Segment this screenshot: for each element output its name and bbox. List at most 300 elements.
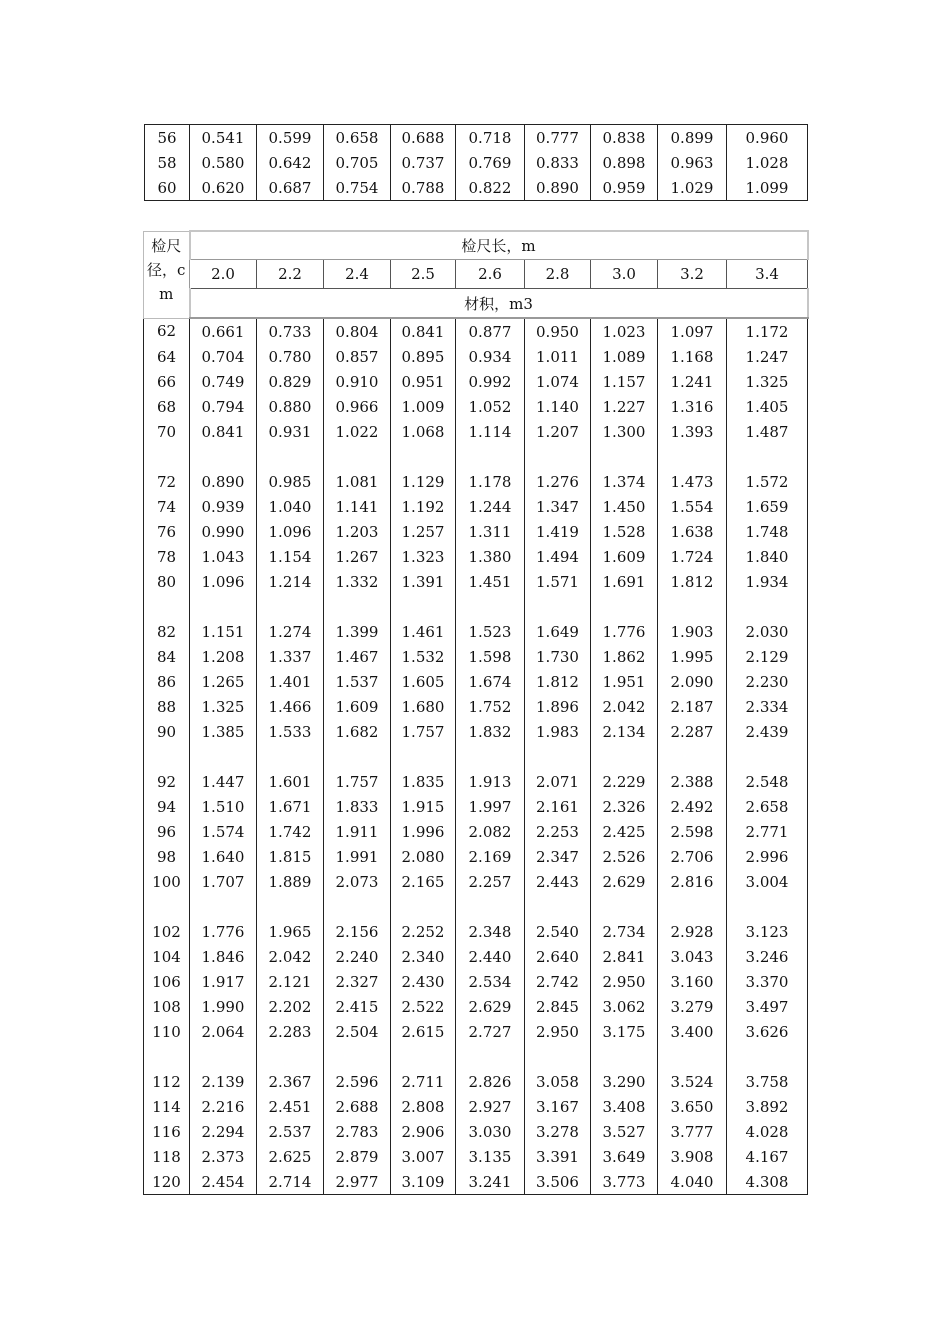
diameter-cell: 110 xyxy=(152,1022,181,1041)
volume-cell: 1.157 xyxy=(591,369,658,394)
volume-cell: 1.983 xyxy=(525,719,591,744)
diameter-cell: 106 xyxy=(152,972,181,991)
volume-cell: 1.114 xyxy=(456,419,525,444)
diameter-cell: 104 xyxy=(152,947,181,966)
volume-cell: 2.996 xyxy=(727,844,808,869)
volume-cell: 2.451 xyxy=(257,1094,324,1119)
volume-cell: 1.638 xyxy=(658,519,727,544)
volume-cell: 2.294 xyxy=(190,1119,257,1144)
volume-cell: 1.934 xyxy=(727,569,808,594)
spacer-cell xyxy=(190,1044,257,1069)
volume-cell: 1.385 xyxy=(190,719,257,744)
volume-cell: 2.443 xyxy=(525,869,591,894)
volume-cell: 1.776 xyxy=(591,619,658,644)
volume-cell: 2.906 xyxy=(391,1119,456,1144)
volume-cell: 1.227 xyxy=(591,394,658,419)
volume-cell: 1.903 xyxy=(658,619,727,644)
volume-cell: 0.688 xyxy=(391,125,456,151)
volume-cell: 1.533 xyxy=(257,719,324,744)
volume-cell: 2.347 xyxy=(525,844,591,869)
diameter-cell: 64 xyxy=(156,347,177,366)
table-row xyxy=(144,1069,808,1094)
volume-cell: 0.890 xyxy=(525,175,591,201)
spacer-cell xyxy=(658,444,727,469)
volume-cell: 2.425 xyxy=(591,819,658,844)
volume-cell: 3.241 xyxy=(456,1169,525,1195)
volume-cell: 2.783 xyxy=(324,1119,391,1144)
spacer-cell xyxy=(525,894,591,919)
table-row xyxy=(144,394,808,419)
volume-cell: 1.896 xyxy=(525,694,591,719)
volume-cell: 2.253 xyxy=(525,819,591,844)
table-row xyxy=(144,519,808,544)
diameter-cell: 82 xyxy=(156,622,177,641)
volume-cell: 0.804 xyxy=(324,318,391,344)
volume-cell: 0.990 xyxy=(190,519,257,544)
spacer-cell xyxy=(257,594,324,619)
volume-cell: 2.283 xyxy=(257,1019,324,1044)
volume-cell: 2.327 xyxy=(324,969,391,994)
spacer-cell xyxy=(257,1044,324,1069)
table-row xyxy=(144,844,808,869)
volume-cell: 2.742 xyxy=(525,969,591,994)
volume-cell: 0.620 xyxy=(190,175,257,201)
volume-cell: 1.915 xyxy=(391,794,456,819)
volume-cell: 2.950 xyxy=(591,969,658,994)
diameter-cell: 112 xyxy=(152,1072,181,1091)
volume-cell: 0.541 xyxy=(190,125,257,151)
diameter-cell: 94 xyxy=(156,797,177,816)
volume-cell: 1.052 xyxy=(456,394,525,419)
volume-cell: 0.992 xyxy=(456,369,525,394)
volume-cell: 3.004 xyxy=(727,869,808,894)
volume-cell: 1.096 xyxy=(257,519,324,544)
volume-cell: 1.325 xyxy=(190,694,257,719)
table-row xyxy=(144,619,808,644)
table-row xyxy=(144,944,808,969)
spacer-cell xyxy=(144,594,190,619)
diameter-cell: 118 xyxy=(152,1147,181,1166)
volume-cell: 1.473 xyxy=(658,469,727,494)
volume-cell: 2.415 xyxy=(324,994,391,1019)
volume-cell: 1.598 xyxy=(456,644,525,669)
volume-cell: 1.129 xyxy=(391,469,456,494)
spacer-cell xyxy=(391,444,456,469)
volume-cell: 1.043 xyxy=(190,544,257,569)
volume-cell: 1.466 xyxy=(257,694,324,719)
volume-cell: 2.879 xyxy=(324,1144,391,1169)
volume-cell: 0.950 xyxy=(525,318,591,344)
volume-cell: 0.777 xyxy=(525,125,591,151)
volume-cell: 0.880 xyxy=(257,394,324,419)
volume-cell: 1.554 xyxy=(658,494,727,519)
volume-cell: 1.911 xyxy=(324,819,391,844)
spacer-cell xyxy=(658,1044,727,1069)
volume-cell: 2.598 xyxy=(658,819,727,844)
diameter-cell: 70 xyxy=(156,422,177,441)
volume-cell: 0.841 xyxy=(190,419,257,444)
spacer-cell xyxy=(391,744,456,769)
volume-cell: 1.401 xyxy=(257,669,324,694)
volume-cell: 2.169 xyxy=(456,844,525,869)
spacer-cell xyxy=(456,444,525,469)
volume-cell: 1.337 xyxy=(257,644,324,669)
volume-cell: 1.244 xyxy=(456,494,525,519)
volume-cell: 1.832 xyxy=(456,719,525,744)
volume-cell: 1.494 xyxy=(525,544,591,569)
volume-cell: 1.040 xyxy=(257,494,324,519)
volume-cell: 1.207 xyxy=(525,419,591,444)
volume-cell: 0.877 xyxy=(456,318,525,344)
volume-cell: 1.192 xyxy=(391,494,456,519)
volume-cell: 2.121 xyxy=(257,969,324,994)
spacer-cell xyxy=(591,444,658,469)
volume-cell: 0.737 xyxy=(391,150,456,175)
volume-cell: 0.580 xyxy=(190,150,257,175)
volume-cell: 1.300 xyxy=(591,419,658,444)
spacer-cell xyxy=(456,594,525,619)
table-row xyxy=(144,969,808,994)
volume-cell: 1.022 xyxy=(324,419,391,444)
volume-cell: 1.742 xyxy=(257,819,324,844)
volume-cell: 2.134 xyxy=(591,719,658,744)
volume-cell: 3.160 xyxy=(658,969,727,994)
spacer-cell xyxy=(324,1044,391,1069)
volume-cell: 3.278 xyxy=(525,1119,591,1144)
volume-cell: 1.141 xyxy=(324,494,391,519)
volume-cell: 1.311 xyxy=(456,519,525,544)
group-spacer xyxy=(144,894,808,919)
volume-cell: 2.326 xyxy=(591,794,658,819)
spacer-cell xyxy=(727,1044,808,1069)
volume-cell: 2.629 xyxy=(591,869,658,894)
diameter-cell: 86 xyxy=(156,672,177,691)
volume-cell: 1.640 xyxy=(190,844,257,869)
volume-cell: 1.247 xyxy=(727,344,808,369)
volume-cell: 0.642 xyxy=(257,150,324,175)
spacer-cell xyxy=(257,744,324,769)
spacer-cell xyxy=(190,444,257,469)
diameter-cell: 80 xyxy=(156,572,177,591)
group-spacer xyxy=(144,444,808,469)
volume-cell: 3.626 xyxy=(727,1019,808,1044)
diameter-cell: 62 xyxy=(156,322,177,341)
volume-cell: 1.995 xyxy=(658,644,727,669)
volume-cell: 2.252 xyxy=(391,919,456,944)
spacer-cell xyxy=(391,594,456,619)
table-row xyxy=(144,494,808,519)
volume-cell: 3.123 xyxy=(727,919,808,944)
length-value: 2.6 xyxy=(456,260,525,289)
volume-cell: 1.833 xyxy=(324,794,391,819)
volume-cell: 1.601 xyxy=(257,769,324,794)
volume-cell: 2.090 xyxy=(658,669,727,694)
volume-cell: 2.714 xyxy=(257,1169,324,1195)
volume-cell: 1.391 xyxy=(391,569,456,594)
volume-cell: 0.959 xyxy=(591,175,658,201)
volume-cell: 1.609 xyxy=(591,544,658,569)
volume-cell: 1.405 xyxy=(727,394,808,419)
volume-cell: 2.430 xyxy=(391,969,456,994)
volume-cell: 2.042 xyxy=(257,944,324,969)
volume-cell: 3.527 xyxy=(591,1119,658,1144)
volume-cell: 1.140 xyxy=(525,394,591,419)
volume-cell: 1.168 xyxy=(658,344,727,369)
diameter-cell: 76 xyxy=(156,522,177,541)
spacer-cell xyxy=(727,894,808,919)
table-row xyxy=(144,1144,808,1169)
volume-table-body xyxy=(144,318,808,1195)
volume-cell: 1.707 xyxy=(190,869,257,894)
spacer-cell xyxy=(591,894,658,919)
volume-cell: 1.009 xyxy=(391,394,456,419)
volume-cell: 2.711 xyxy=(391,1069,456,1094)
volume-cell: 3.370 xyxy=(727,969,808,994)
table-row xyxy=(144,344,808,369)
volume-cell: 1.609 xyxy=(324,694,391,719)
spacer-cell xyxy=(456,744,525,769)
volume-cell: 1.752 xyxy=(456,694,525,719)
volume-cell: 1.605 xyxy=(391,669,456,694)
table-row xyxy=(144,1169,808,1195)
volume-cell: 2.629 xyxy=(456,994,525,1019)
volume-cell: 1.374 xyxy=(591,469,658,494)
volume-cell: 2.504 xyxy=(324,1019,391,1044)
length-value: 2.8 xyxy=(525,260,591,289)
volume-cell: 3.279 xyxy=(658,994,727,1019)
volume-cell: 2.816 xyxy=(658,869,727,894)
volume-cell: 1.172 xyxy=(727,318,808,344)
volume-cell: 1.487 xyxy=(727,419,808,444)
volume-cell: 1.682 xyxy=(324,719,391,744)
table-row xyxy=(144,669,808,694)
volume-cell: 2.688 xyxy=(324,1094,391,1119)
table-row xyxy=(144,994,808,1019)
volume-cell: 0.910 xyxy=(324,369,391,394)
volume-cell: 2.841 xyxy=(591,944,658,969)
volume-cell: 1.461 xyxy=(391,619,456,644)
table-row xyxy=(145,175,808,201)
volume-cell: 2.388 xyxy=(658,769,727,794)
spacer-cell xyxy=(591,744,658,769)
volume-cell: 2.334 xyxy=(727,694,808,719)
table-row xyxy=(144,569,808,594)
volume-cell: 2.165 xyxy=(391,869,456,894)
volume-cell: 1.571 xyxy=(525,569,591,594)
volume-cell: 1.029 xyxy=(658,175,727,201)
spacer-cell xyxy=(144,1044,190,1069)
volume-cell: 3.043 xyxy=(658,944,727,969)
spacer-cell xyxy=(727,594,808,619)
volume-cell: 0.705 xyxy=(324,150,391,175)
spacer-cell xyxy=(658,594,727,619)
length-value: 2.5 xyxy=(391,260,456,289)
table-row xyxy=(144,1119,808,1144)
volume-table-continued-body xyxy=(145,125,808,201)
volume-cell: 1.178 xyxy=(456,469,525,494)
table-row xyxy=(144,719,808,744)
table-row xyxy=(145,150,808,175)
volume-cell: 2.625 xyxy=(257,1144,324,1169)
volume-cell: 1.274 xyxy=(257,619,324,644)
volume-cell: 0.829 xyxy=(257,369,324,394)
volume-cell: 0.658 xyxy=(324,125,391,151)
spacer-cell xyxy=(658,744,727,769)
volume-cell: 1.447 xyxy=(190,769,257,794)
volume-cell: 2.287 xyxy=(658,719,727,744)
volume-cell: 1.267 xyxy=(324,544,391,569)
volume-cell: 1.862 xyxy=(591,644,658,669)
volume-header: 材积，m3 xyxy=(190,289,808,319)
volume-cell: 3.391 xyxy=(525,1144,591,1169)
spacer-cell xyxy=(727,444,808,469)
diameter-cell: 98 xyxy=(156,847,177,866)
volume-cell: 2.064 xyxy=(190,1019,257,1044)
volume-cell: 1.393 xyxy=(658,419,727,444)
volume-cell: 1.835 xyxy=(391,769,456,794)
table-row xyxy=(144,1094,808,1119)
volume-cell: 3.908 xyxy=(658,1144,727,1169)
volume-cell: 1.332 xyxy=(324,569,391,594)
volume-cell: 1.208 xyxy=(190,644,257,669)
volume-cell: 1.081 xyxy=(324,469,391,494)
volume-cell: 2.927 xyxy=(456,1094,525,1119)
length-value: 3.4 xyxy=(727,260,808,289)
spacer-cell xyxy=(324,894,391,919)
diameter-cell: 78 xyxy=(156,547,177,566)
volume-cell: 1.451 xyxy=(456,569,525,594)
volume-cell: 0.951 xyxy=(391,369,456,394)
volume-cell: 0.687 xyxy=(257,175,324,201)
volume-cell: 0.841 xyxy=(391,318,456,344)
volume-cell: 0.934 xyxy=(456,344,525,369)
length-value: 3.0 xyxy=(591,260,658,289)
volume-cell: 1.023 xyxy=(591,318,658,344)
volume-cell: 1.965 xyxy=(257,919,324,944)
diameter-cell: 92 xyxy=(156,772,177,791)
volume-cell: 2.082 xyxy=(456,819,525,844)
table-row xyxy=(145,125,808,151)
volume-cell: 2.845 xyxy=(525,994,591,1019)
volume-cell: 0.754 xyxy=(324,175,391,201)
volume-cell: 0.833 xyxy=(525,150,591,175)
volume-cell: 2.808 xyxy=(391,1094,456,1119)
volume-cell: 1.997 xyxy=(456,794,525,819)
volume-cell: 2.129 xyxy=(727,644,808,669)
volume-cell: 2.706 xyxy=(658,844,727,869)
volume-cell: 2.187 xyxy=(658,694,727,719)
length-value: 3.2 xyxy=(658,260,727,289)
volume-cell: 1.674 xyxy=(456,669,525,694)
volume-cell: 3.497 xyxy=(727,994,808,1019)
diameter-cell: 60 xyxy=(157,178,177,197)
volume-cell: 3.062 xyxy=(591,994,658,1019)
volume-cell: 1.097 xyxy=(658,318,727,344)
volume-cell: 1.450 xyxy=(591,494,658,519)
spacer-cell xyxy=(257,894,324,919)
volume-cell: 0.822 xyxy=(456,175,525,201)
volume-cell: 1.265 xyxy=(190,669,257,694)
volume-cell: 1.011 xyxy=(525,344,591,369)
volume-cell: 1.074 xyxy=(525,369,591,394)
table-row xyxy=(144,819,808,844)
volume-cell: 2.042 xyxy=(591,694,658,719)
volume-cell: 3.650 xyxy=(658,1094,727,1119)
table-row xyxy=(144,419,808,444)
volume-cell: 1.241 xyxy=(658,369,727,394)
table-row xyxy=(144,919,808,944)
table-row xyxy=(144,369,808,394)
volume-cell: 2.771 xyxy=(727,819,808,844)
spacer-cell xyxy=(525,744,591,769)
spacer-cell xyxy=(324,744,391,769)
volume-cell: 1.532 xyxy=(391,644,456,669)
volume-cell: 3.758 xyxy=(727,1069,808,1094)
volume-cell: 3.246 xyxy=(727,944,808,969)
spacer-cell xyxy=(525,1044,591,1069)
volume-cell: 3.290 xyxy=(591,1069,658,1094)
spacer-cell xyxy=(324,444,391,469)
volume-cell: 2.161 xyxy=(525,794,591,819)
volume-cell: 3.030 xyxy=(456,1119,525,1144)
volume-cell: 1.380 xyxy=(456,544,525,569)
volume-cell: 2.826 xyxy=(456,1069,525,1094)
spacer-cell xyxy=(391,1044,456,1069)
volume-cell: 0.749 xyxy=(190,369,257,394)
volume-cell: 1.815 xyxy=(257,844,324,869)
spacer-cell xyxy=(591,594,658,619)
volume-cell: 1.951 xyxy=(591,669,658,694)
volume-cell: 1.812 xyxy=(525,669,591,694)
volume-cell: 1.028 xyxy=(727,150,808,175)
volume-cell: 1.510 xyxy=(190,794,257,819)
volume-cell: 2.492 xyxy=(658,794,727,819)
volume-cell: 2.540 xyxy=(525,919,591,944)
diameter-header-line-1: 检尺 xyxy=(151,236,182,255)
volume-cell: 2.340 xyxy=(391,944,456,969)
spacer-cell xyxy=(144,444,190,469)
volume-cell: 1.316 xyxy=(658,394,727,419)
group-spacer xyxy=(144,594,808,619)
diameter-cell: 114 xyxy=(152,1097,181,1116)
volume-cell: 2.658 xyxy=(727,794,808,819)
table-row xyxy=(144,469,808,494)
volume-cell: 1.068 xyxy=(391,419,456,444)
volume-cell: 0.780 xyxy=(257,344,324,369)
spacer-cell xyxy=(324,594,391,619)
volume-cell: 2.454 xyxy=(190,1169,257,1195)
volume-cell: 2.071 xyxy=(525,769,591,794)
table-row xyxy=(144,869,808,894)
volume-cell: 1.671 xyxy=(257,794,324,819)
volume-cell: 3.506 xyxy=(525,1169,591,1195)
volume-cell: 1.913 xyxy=(456,769,525,794)
spacer-cell xyxy=(456,1044,525,1069)
volume-table-continued xyxy=(144,124,808,201)
diameter-cell: 68 xyxy=(156,397,177,416)
volume-cell: 4.308 xyxy=(727,1169,808,1195)
diameter-cell: 56 xyxy=(157,128,177,147)
volume-cell: 0.963 xyxy=(658,150,727,175)
volume-cell: 1.467 xyxy=(324,644,391,669)
volume-cell: 2.156 xyxy=(324,919,391,944)
volume-cell: 1.917 xyxy=(190,969,257,994)
volume-cell: 1.574 xyxy=(190,819,257,844)
volume-cell: 1.812 xyxy=(658,569,727,594)
spacer-cell xyxy=(190,744,257,769)
diameter-cell: 84 xyxy=(156,647,177,666)
volume-cell: 1.099 xyxy=(727,175,808,201)
